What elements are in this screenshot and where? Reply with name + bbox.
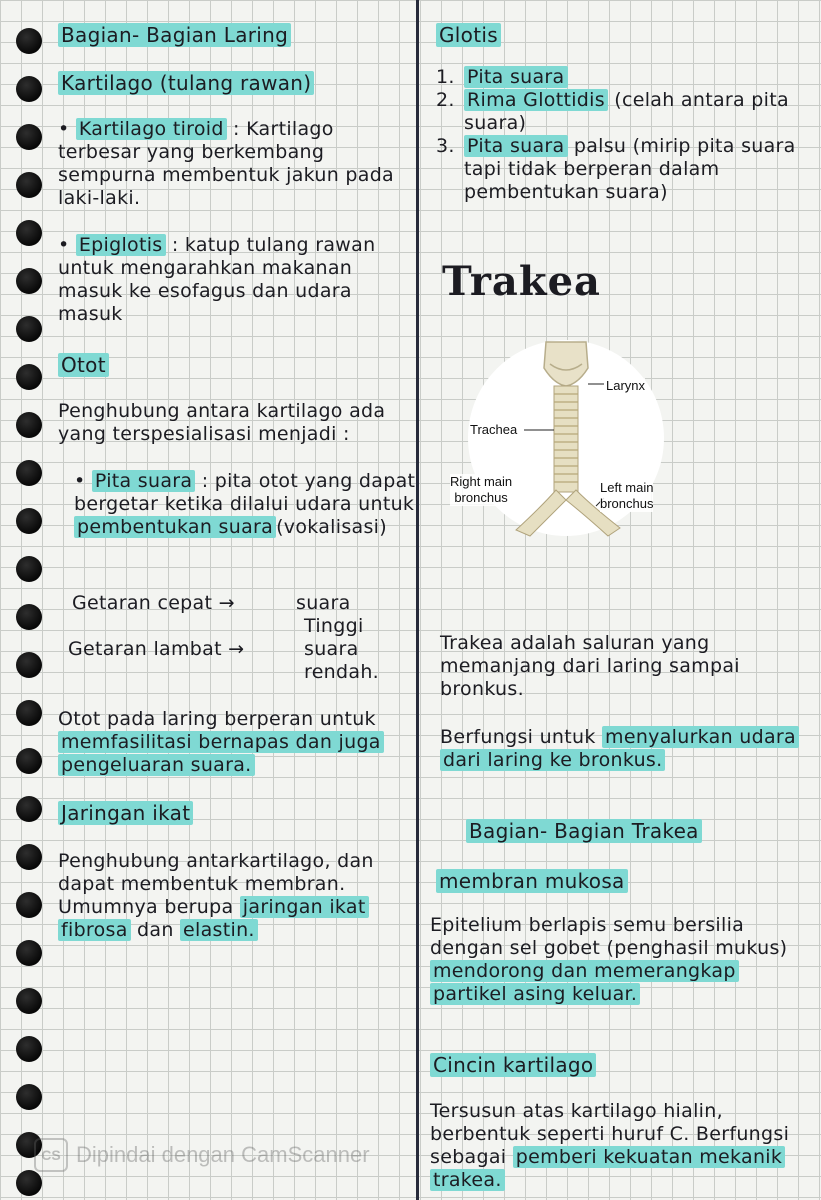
right-main-bronchus-label: Right main bronchus bbox=[450, 474, 513, 505]
list-item: 3. Pita suara palsu (mirip pita suara tapi tidak berperan dalam pembentukan suara) bbox=[436, 135, 796, 203]
cincin-kartilago-heading: Cincin kartilago bbox=[430, 1054, 810, 1077]
binding-hole bbox=[16, 364, 42, 390]
binding-hole bbox=[16, 892, 42, 918]
trakea-fungsi: Berfungsi untuk menyalurkan udara dari laring ke bronkus. bbox=[440, 726, 812, 772]
otot-fungsi-paragraph: Otot pada laring berperan untuk memfasilitasi bernapas dan juga pengeluaran suara. bbox=[58, 708, 410, 777]
binding-hole bbox=[16, 1036, 42, 1062]
binding-hole bbox=[16, 268, 42, 294]
larynx-label: Larynx bbox=[606, 378, 646, 393]
binding-hole bbox=[16, 172, 42, 198]
binding-hole bbox=[16, 76, 42, 102]
binding-hole bbox=[16, 316, 42, 342]
binding-hole bbox=[16, 844, 42, 870]
jaringan-ikat-heading: Jaringan ikat bbox=[58, 802, 410, 825]
binding-hole bbox=[16, 220, 42, 246]
trachea-label: Trachea bbox=[470, 422, 518, 437]
binding-hole bbox=[16, 604, 42, 630]
binding-hole bbox=[16, 700, 42, 726]
getaran-lambat-label: Getaran lambat → bbox=[68, 638, 245, 660]
suara-tinggi-label: suara Tinggi bbox=[296, 592, 364, 637]
kartilago-heading: Kartilago (tulang rawan) bbox=[58, 72, 410, 95]
binding-hole bbox=[16, 796, 42, 822]
trakea-definition: Trakea adalah saluran yang memanjang dari laring sampai bronkus. bbox=[440, 632, 740, 700]
binding-hole bbox=[16, 988, 42, 1014]
binding-hole bbox=[16, 652, 42, 678]
left-main-bronchus-label: Left main bronchus bbox=[600, 480, 654, 511]
binding-hole bbox=[16, 556, 42, 582]
binding-hole bbox=[16, 124, 42, 150]
camscanner-watermark bbox=[34, 1136, 424, 1174]
membran-mukosa-heading: membran mukosa bbox=[436, 870, 806, 893]
suara-rendah-label: suara rendah. bbox=[304, 638, 380, 683]
otot-intro: Penghubung antara kartilago ada yang terspesialisasi menjadi : bbox=[58, 400, 386, 445]
binding-hole bbox=[16, 508, 42, 534]
getaran-cepat-label: Getaran cepat → bbox=[72, 592, 235, 614]
otot-heading: Otot bbox=[58, 354, 410, 377]
camscanner-logo-icon: CS bbox=[34, 1138, 68, 1172]
watermark-text: Dipindai dengan CamScanner bbox=[76, 1142, 370, 1167]
glotis-heading: Glotis bbox=[436, 24, 821, 47]
binding-hole bbox=[16, 1084, 42, 1110]
trakea-title: Trakea bbox=[442, 258, 601, 305]
list-item: 1. Pita suara bbox=[436, 66, 812, 89]
pita-suara-paragraph: • Pita suara : pita otot yang dapat bergetar ketika dilalui udara untuk pembentukan suara (vokalisasi) bbox=[74, 470, 416, 538]
tiroid-paragraph: • Kartilago tiroid : Kartilago terbesar yang berkembang sempurna membentuk jakun pada laki-laki. bbox=[58, 118, 395, 209]
epiglotis-paragraph: • Epiglotis : katup tulang rawan untuk mengarahkan makanan masuk ke esofagus dan udara masuk bbox=[58, 234, 376, 325]
column-divider bbox=[416, 0, 419, 1200]
binding-hole bbox=[16, 748, 42, 774]
binding-hole bbox=[16, 28, 42, 54]
trachea-diagram bbox=[446, 338, 686, 538]
binding-hole bbox=[16, 940, 42, 966]
glotis-list bbox=[436, 66, 812, 204]
bagian-trakea-heading: Bagian- Bagian Trakea bbox=[466, 820, 806, 843]
binding-hole bbox=[16, 412, 42, 438]
binding-hole bbox=[16, 460, 42, 486]
binding-holes bbox=[0, 0, 50, 1200]
jaringan-ikat-paragraph: Penghubung antarkartilago, dan dapat membentuk membran. Umumnya berupa jaringan ikat fibrosa dan elastin. bbox=[58, 850, 374, 941]
laring-title: Bagian- Bagian Laring bbox=[58, 24, 410, 47]
membran-mukosa-paragraph: Epitelium berlapis semu bersilia dengan sel gobet (penghasil mukus) mendorong dan memerangkap partikel asing keluar. bbox=[430, 914, 788, 1005]
cincin-kartilago-paragraph: Tersusun atas kartilago hialin, berbentuk seperti huruf C. Berfungsi sebagai pemberi kekuatan mekanik trakea. bbox=[430, 1100, 790, 1191]
list-item: 2. Rima Glottidis (celah antara pita suara) bbox=[436, 89, 789, 134]
